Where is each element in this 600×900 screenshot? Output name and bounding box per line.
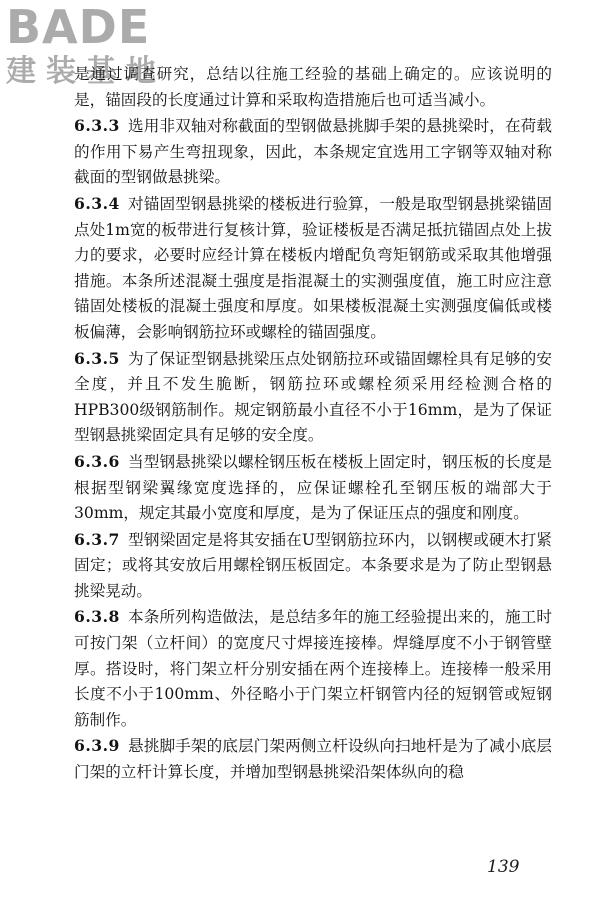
clause-paragraph	[74, 191, 552, 346]
page-number: 139	[487, 857, 520, 877]
watermark-brand: BADE	[6, 0, 151, 54]
clause-paragraph	[74, 113, 552, 191]
paragraph-text: 对锚固型钢悬挑梁的楼板进行验算，一般是取型钢悬挑梁锚固点处1m宽的板带进行复核计算，验证楼板是否满足抵抗锚固点处上拔力的要求，必要时应经计算在楼板内增配负弯矩钢筋或采取其他增强措施。本条所述混凝土强度是指混凝土的实测强度值，施工时应注意锚固处楼板的混凝土强度和厚度。如果楼板混凝土实测强度偏低或楼板偏薄，会影响钢筋拉环或螺栓的锚固强度。	[74, 194, 552, 341]
paragraph-text: 为了保证型钢悬挑梁压点处钢筋拉环或锚固螺栓具有足够的安全度，并且不发生脆断，钢筋拉环或螺栓须采用经检测合格的HPB300级钢筋制作。规定钢筋最小直径不小于16mm，是为了保证型钢悬挑梁固定具有足够的安全度。	[74, 349, 552, 445]
paragraph-text: 本条所列构造做法，是总结多年的施工经验提出来的，施工时可按门架（立杆间）的宽度尺寸焊接连接棒。焊缝厚度不小于钢管壁厚。搭设时，将门架立杆分别安插在两个连接棒上。连接棒一般采用长度不小于100mm、外径略小于门架立杆钢管内径的短钢管或短钢筋制作。	[74, 608, 552, 729]
clause-number: 6.3.6	[74, 451, 120, 471]
clause-number: 6.3.8	[74, 607, 120, 627]
watermark-subtitle: 建装基地	[6, 54, 166, 89]
clause-paragraph	[74, 733, 552, 785]
paragraph-text: 型钢梁固定是将其安插在U型钢筋拉环内，以钢楔或硬木打紧固定；或将其安放后用螺栓钢压板固定。本条要求是为了防止型钢悬挑梁晃动。	[74, 530, 552, 600]
clause-number: 6.3.7	[74, 529, 120, 549]
clause-paragraph	[74, 346, 552, 449]
clause-number: 6.3.4	[74, 193, 120, 213]
clause-number: 6.3.9	[74, 736, 120, 756]
document-body	[74, 62, 552, 786]
paragraph-text: 是通过调查研究，总结以往施工经验的基础上确定的。应该说明的是，锚固段的长度通过计算和采取构造措施后也可适当减小。	[74, 65, 552, 109]
paragraph-text: 选用非双轴对称截面的型钢做悬挑脚手架的悬挑梁时，在荷载的作用下易产生弯扭现象，因此，本条规定宜选用工字钢等双轴对称截面的型钢做悬挑梁。	[74, 117, 552, 187]
paragraph-text: 悬挑脚手架的底层门架两侧立杆设纵向扫地杆是为了减小底层门架的立杆计算长度，并增加型钢悬挑梁沿架体纵向的稳	[74, 737, 552, 782]
clause-paragraph	[74, 449, 552, 527]
clause-paragraph	[74, 527, 552, 605]
clause-paragraph	[74, 604, 552, 733]
paragraph-continuation	[74, 62, 552, 113]
paragraph-text: 当型钢悬挑梁以螺栓钢压板在楼板上固定时，钢压板的长度是根据型钢梁翼缘宽度选择的，应保证螺栓孔至钢压板的端部大于30mm，规定其最小宽度和厚度，是为了保证压点的强度和刚度。	[74, 452, 552, 523]
clause-number: 6.3.3	[74, 116, 120, 136]
clause-number: 6.3.5	[74, 348, 120, 368]
